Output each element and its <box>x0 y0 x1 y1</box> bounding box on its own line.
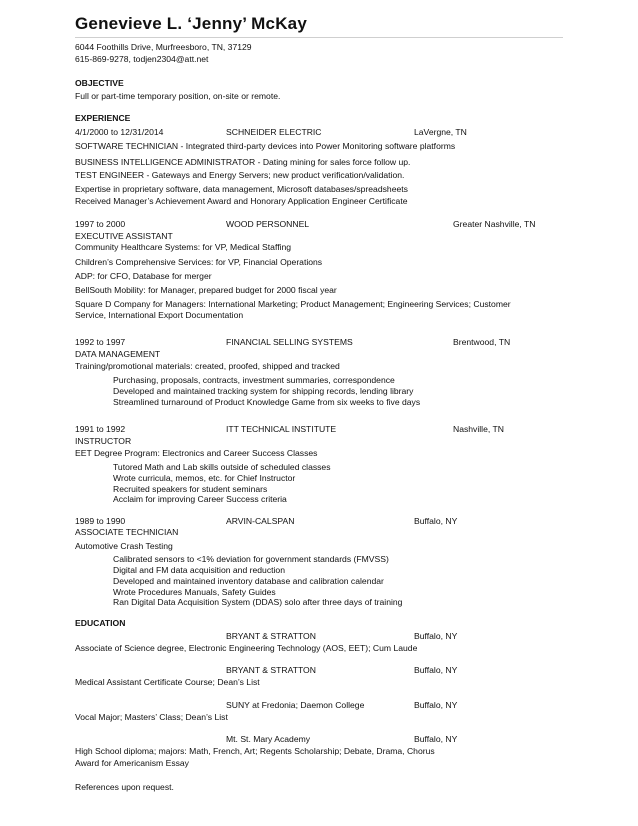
job-title: ASSOCIATE TECHNICIAN <box>75 527 179 537</box>
school-detail: Associate of Science degree, Electronic Engineering Technology (AOS, EET); Cum Laude <box>75 643 418 653</box>
job-line: SOFTWARE TECHNICIAN - Integrated third-party devices into Power Monitoring software platforms <box>75 141 456 151</box>
job-company: WOOD PERSONNEL <box>226 219 310 229</box>
job-bullet: Acclaim for improving Career Success criteria <box>113 494 287 504</box>
job-company: FINANCIAL SELLING SYSTEMS <box>226 337 353 347</box>
school-location: Buffalo, NY <box>414 734 458 744</box>
job-line: Automotive Crash Testing <box>75 541 173 551</box>
job-bullet: Calibrated sensors to <1% deviation for government standards (FMVSS) <box>113 554 389 564</box>
job-dates: 1989 to 1990 <box>75 516 126 526</box>
job-dates: 1992 to 1997 <box>75 337 126 347</box>
job-bullet: Ran Digital Data Acquisition System (DDAS) solo after three days of training <box>113 597 403 607</box>
job-title: DATA MANAGEMENT <box>75 349 161 359</box>
school-detail: Award for Americanism Essay <box>75 758 189 768</box>
job-line: EET Degree Program: Electronics and Career Success Classes <box>75 448 318 458</box>
school-location: Buffalo, NY <box>414 700 458 710</box>
job-location: LaVergne, TN <box>414 127 467 137</box>
job-company: ARVIN-CALSPAN <box>226 516 295 526</box>
school-detail: High School diploma; majors: Math, French, Art; Regents Scholarship; Debate, Drama, Chorus <box>75 746 435 756</box>
job-bullet: Streamlined turnaround of Product Knowledge Game from six weeks to five days <box>113 397 421 407</box>
contact-info: 615-869-9278, todjen2304@att.net <box>75 54 209 64</box>
job-line: Service, International Export Documentation <box>75 310 244 320</box>
job-location: Buffalo, NY <box>414 516 458 526</box>
school-location: Buffalo, NY <box>414 631 458 641</box>
job-bullet: Wrote Procedures Manuals, Safety Guides <box>113 587 276 597</box>
job-bullet: Wrote curricula, memos, etc. for Chief Instructor <box>113 473 296 483</box>
job-bullet: Recruited speakers for student seminars <box>113 484 268 494</box>
school-location: Buffalo, NY <box>414 665 458 675</box>
job-line: TEST ENGINEER - Gateways and Energy Servers; new product verification/validation. <box>75 170 405 180</box>
job-line: Square D Company for Managers: International Marketing; Product Management; Engineering Services; Customer <box>75 299 511 309</box>
address: 6044 Foothills Drive, Murfreesboro, TN, 37129 <box>75 42 252 52</box>
job-line: Received Manager’s Achievement Award and Honorary Application Engineer Certificate <box>75 196 408 206</box>
experience-heading: EXPERIENCE <box>75 113 131 123</box>
objective-text: Full or part-time temporary position, on-site or remote. <box>75 91 281 101</box>
job-line: Children’s Comprehensive Services: for VP, Financial Operations <box>75 257 323 267</box>
job-bullet: Digital and FM data acquisition and reduction <box>113 565 285 575</box>
job-bullet: Tutored Math and Lab skills outside of scheduled classes <box>113 462 331 472</box>
references-note: References upon request. <box>75 782 174 792</box>
job-title: INSTRUCTOR <box>75 436 132 446</box>
job-title: EXECUTIVE ASSISTANT <box>75 231 173 241</box>
education-heading: EDUCATION <box>75 618 126 628</box>
job-location: Greater Nashville, TN <box>453 219 536 229</box>
job-bullet: Developed and maintained inventory database and calibration calendar <box>113 576 384 586</box>
job-company: ITT TECHNICAL INSTITUTE <box>226 424 337 434</box>
school-name: SUNY at Fredonia; Daemon College <box>226 700 365 710</box>
job-dates: 4/1/2000 to 12/31/2014 <box>75 127 164 137</box>
job-location: Nashville, TN <box>453 424 504 434</box>
job-dates: 1997 to 2000 <box>75 219 126 229</box>
job-bullet: Developed and maintained tracking system for shipping records, lending library <box>113 386 414 396</box>
school-name: BRYANT & STRATTON <box>226 631 316 641</box>
job-line: ADP: for CFO, Database for merger <box>75 271 212 281</box>
job-line: BellSouth Mobility: for Manager, prepared budget for 2000 fiscal year <box>75 285 337 295</box>
job-location: Brentwood, TN <box>453 337 511 347</box>
objective-heading: OBJECTIVE <box>75 78 124 88</box>
school-name: Mt. St. Mary Academy <box>226 734 311 744</box>
job-dates: 1991 to 1992 <box>75 424 126 434</box>
job-line: Expertise in proprietary software, data management, Microsoft databases/spreadsheets <box>75 184 408 194</box>
job-line: Community Healthcare Systems: for VP, Medical Staffing <box>75 242 292 252</box>
job-line: Training/promotional materials: created, proofed, shipped and tracked <box>75 361 340 371</box>
candidate-name: Genevieve L. ‘Jenny’ McKay <box>75 14 307 33</box>
school-detail: Medical Assistant Certificate Course; Dean’s List <box>75 677 260 687</box>
header-divider <box>75 37 563 38</box>
job-bullet: Purchasing, proposals, contracts, investment summaries, correspondence <box>113 375 395 385</box>
job-line: BUSINESS INTELLIGENCE ADMINISTRATOR - Dating mining for sales force follow up. <box>75 157 411 167</box>
school-name: BRYANT & STRATTON <box>226 665 316 675</box>
job-company: SCHNEIDER ELECTRIC <box>226 127 322 137</box>
school-detail: Vocal Major; Masters’ Class; Dean’s List <box>75 712 228 722</box>
